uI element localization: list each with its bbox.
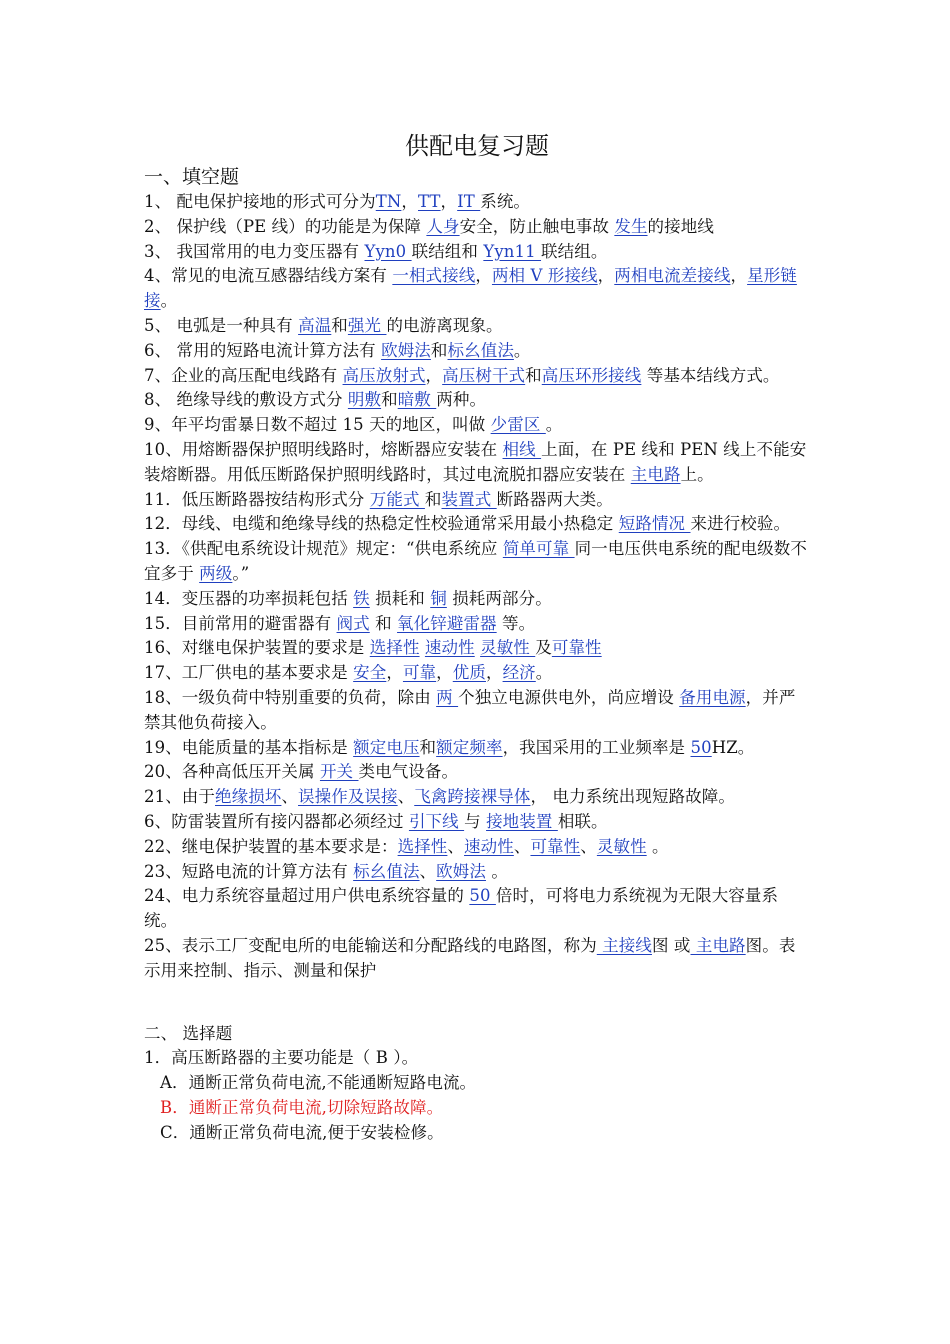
- fill-in-question: [144, 512, 808, 537]
- question-text: 等。: [496, 613, 536, 633]
- fill-in-question: [144, 860, 808, 885]
- question-text: 。”: [232, 563, 250, 583]
- answer-text: 50: [469, 886, 496, 906]
- question-text: 、: [580, 836, 597, 856]
- question-text: 11．低压断路器按结构形式分: [144, 489, 370, 509]
- answer-text: 灵敏性: [596, 836, 647, 856]
- answer-text: 备用电源: [679, 687, 746, 707]
- question-text: 类电气设备。: [358, 762, 459, 782]
- question-text: ，: [485, 663, 503, 683]
- fill-in-question: [144, 240, 808, 265]
- question-text: 和: [369, 613, 398, 633]
- answer-text: 人身: [426, 216, 460, 236]
- answer-text: 暗敷: [397, 390, 437, 410]
- question-text: 同一电压供电系统的配电级数不宜多于: [144, 539, 807, 583]
- answer-text: 经济: [502, 663, 536, 683]
- question-text: 等基本结线方式。: [641, 365, 780, 385]
- question-text: 19、电能质量的基本指标是: [144, 737, 354, 757]
- question-text: 、: [447, 836, 465, 856]
- answer-text: 选择性: [369, 638, 420, 658]
- answer-text: 铁: [353, 588, 370, 608]
- answer-text: 飞禽跨接裸导体: [414, 787, 531, 807]
- question-text: ，: [386, 663, 403, 683]
- question-text: 断路器两大类。: [496, 489, 613, 509]
- question-text: 17、工厂供电的基本要求是: [144, 663, 354, 683]
- answer-text: 可靠性: [530, 836, 581, 856]
- answer-text: 一相式接线: [392, 266, 476, 286]
- question-text: ，并严禁其他负荷接入。: [144, 687, 796, 732]
- question-text: 图 或: [651, 935, 691, 955]
- question-text: 损耗两部分。: [446, 588, 552, 608]
- fill-in-question: [144, 364, 808, 389]
- fill-in-question: [144, 314, 808, 339]
- question-text: 和: [381, 390, 398, 410]
- question-text: 20、各种高低压开关属: [144, 762, 320, 782]
- fill-in-question: [144, 686, 808, 736]
- question-text: 18、一级负荷中特别重要的负荷，除由: [144, 687, 437, 707]
- fill-in-question: [144, 488, 808, 513]
- fill-in-question: [144, 587, 808, 612]
- question-text: 6、 常用的短路电流计算方法有: [144, 340, 382, 360]
- answer-text: 引下线: [408, 811, 465, 831]
- answer-text: 可靠: [402, 663, 437, 683]
- question-text: 14．变压器的功率损耗包括: [144, 588, 354, 608]
- question-text: 安全，防止触电事故: [459, 216, 615, 236]
- fill-in-question-list: [144, 190, 808, 984]
- question-text: 、: [513, 836, 531, 856]
- answer-text: 可靠性: [551, 638, 602, 658]
- question-text: ， 电力系统出现短路故障。: [530, 787, 735, 807]
- choice-option: C．通断正常负荷电流,便于安装检修。: [160, 1122, 444, 1142]
- answer-text: IT: [457, 192, 481, 211]
- answer-text: 开关: [319, 762, 359, 782]
- answer-text: 标幺值法: [447, 340, 514, 360]
- question-text: 8、 绝缘导线的敷设方式分: [144, 390, 348, 410]
- question-text: 。: [160, 291, 178, 311]
- fill-in-question: [144, 636, 808, 661]
- question-text: 22、继电保护装置的基本要求是：: [144, 836, 398, 856]
- question-text: ，: [475, 266, 492, 286]
- question-text: HZ。: [711, 737, 755, 757]
- question-text: 、: [419, 861, 437, 881]
- fill-in-question: [144, 537, 808, 587]
- answer-text: 阀式: [336, 613, 370, 633]
- question-text: 联结组。: [541, 241, 608, 261]
- answer-text: 铜: [430, 588, 447, 608]
- question-text: 。: [485, 861, 508, 881]
- fill-in-question: [144, 661, 808, 686]
- question-text: ，我国采用的工业频率是: [502, 737, 691, 757]
- question-text: 和: [424, 489, 442, 509]
- question-text: 损耗和: [369, 588, 431, 608]
- answer-text: 短路情况: [618, 514, 691, 534]
- answer-text: Yyn11: [483, 241, 542, 261]
- choice-option-list: [144, 1071, 808, 1145]
- answer-text: 安全: [353, 663, 387, 683]
- question-text: 与: [464, 811, 487, 831]
- fill-in-question: [144, 339, 808, 364]
- fill-in-question: [144, 884, 808, 934]
- question-text: 21、由于: [144, 787, 215, 807]
- question-text: 2、 保护线（PE 线）的功能是为保障: [144, 216, 427, 236]
- fill-in-question: [144, 736, 808, 761]
- question-text: 系统。: [480, 192, 531, 211]
- question-text: 。: [545, 415, 563, 435]
- answer-text: 相线: [502, 439, 542, 459]
- question-text: 7、企业的高压配电线路有: [144, 365, 343, 385]
- question-text: 10、用熔断器保护照明线路时，熔断器应安装在: [144, 439, 503, 459]
- answer-text: 主电路: [690, 935, 746, 955]
- question-text: 的电游离现象。: [386, 315, 503, 335]
- answer-text: 50: [690, 737, 712, 757]
- question-text: ，: [440, 192, 458, 211]
- fill-in-question: [144, 388, 808, 413]
- fill-in-question: [144, 835, 808, 860]
- question-text: 上。: [680, 464, 714, 484]
- answer-text: TT: [418, 192, 441, 211]
- question-text: 和: [419, 737, 437, 757]
- question-text: ，: [730, 266, 748, 286]
- choice-question: 1．高压断路器的主要功能是（ B ）。: [144, 1048, 419, 1068]
- answer-text: 欧姆法: [436, 861, 486, 881]
- question-text: ，: [597, 266, 615, 286]
- fill-in-question: [144, 760, 808, 785]
- question-text: 15．目前常用的避雷器有: [144, 613, 337, 633]
- answer-text: 高压放射式: [342, 365, 426, 385]
- question-text: 和: [331, 315, 348, 335]
- question-text: 倍时，可将电力系统视为无限大容量系统。: [144, 886, 779, 931]
- answer-text: 接地装置: [486, 811, 558, 831]
- question-text: 。: [646, 836, 669, 856]
- answer-text: 万能式: [369, 489, 425, 509]
- answer-text: 少雷区: [490, 415, 546, 435]
- answer-text: 装置式: [441, 489, 497, 509]
- answer-text: 误操作及误接: [298, 787, 398, 807]
- answer-text: 氧化锌避雷器: [397, 613, 497, 633]
- answer-text: 灵敏性: [480, 638, 536, 658]
- question-text: 6、防雷装置所有接闪器都必须经过: [144, 811, 409, 831]
- question-text: 及: [535, 638, 552, 658]
- question-text: ，: [425, 365, 443, 385]
- fill-in-question: [144, 810, 808, 835]
- question-text: 图。表示用来控制、指示、测量和保护: [144, 935, 796, 980]
- question-text: 和: [525, 365, 542, 385]
- answer-text: Yyn0: [364, 241, 412, 261]
- answer-text: 两级: [199, 563, 233, 583]
- question-text: 5、 电弧是一种具有: [144, 315, 299, 335]
- question-text: 4、常见的电流互感器结线方案有: [144, 266, 393, 286]
- question-text: 3、 我国常用的电力变压器有: [144, 241, 365, 261]
- question-text: 25、表示工厂变配电所的电能输送和分配路线的电路图，称为: [144, 935, 597, 955]
- fill-in-question: [144, 264, 808, 314]
- answer-text: 简单可靠: [502, 539, 575, 559]
- question-text: 相联。: [557, 811, 608, 831]
- answer-text: 主接线: [596, 935, 652, 955]
- answer-text: 星形链接: [144, 266, 797, 311]
- fill-in-question: [144, 612, 808, 637]
- answer-text: 主电路: [630, 464, 681, 484]
- question-text: 和: [430, 340, 448, 360]
- fill-in-question: [144, 215, 808, 240]
- fill-in-question: [144, 413, 808, 438]
- question-text: 12．母线、电缆和绝缘导线的热稳定性校验通常采用最小热稳定: [144, 514, 619, 534]
- document-title: 供配电复习题: [405, 132, 549, 160]
- fill-in-question: [144, 190, 808, 215]
- answer-text: 选择性: [397, 836, 448, 856]
- question-text: 、: [397, 787, 415, 807]
- fill-in-question: [144, 438, 808, 488]
- question-text: 的接地线: [647, 216, 714, 236]
- question-text: 。: [513, 340, 531, 360]
- answer-text: 欧姆法: [381, 340, 431, 360]
- question-text: 24、电力系统容量超过用户供电系统容量的: [144, 886, 470, 906]
- question-text: 23、短路电流的计算方法有: [144, 861, 354, 881]
- answer-text: 优质: [452, 663, 486, 683]
- fill-in-question: [144, 934, 808, 984]
- question-text: ，: [401, 192, 419, 211]
- answer-text: 强光: [347, 315, 387, 335]
- question-text: 1、 配电保护接地的形式可分为: [144, 192, 376, 211]
- answer-text: TN: [375, 192, 402, 211]
- question-text: 上面，在 PE 线和 PEN 线上不能安装熔断器。用低压断路保护照明线路时，其过电流脱扣器应安装在: [144, 439, 807, 484]
- answer-text: 发生: [614, 216, 648, 236]
- section-heading-choice: 二、 选择题: [144, 1023, 233, 1043]
- question-text: 联结组和: [411, 241, 484, 261]
- choice-option: A．通断正常负荷电流,不能通断短路电流。: [160, 1073, 477, 1093]
- answer-text: 高压树干式: [442, 365, 526, 385]
- answer-text: 高温: [298, 315, 332, 335]
- answer-text: 速动性: [464, 836, 514, 856]
- answer-text: 明敷: [347, 390, 382, 410]
- answer-text: 两: [436, 687, 459, 707]
- question-text: 13．《供配电系统设计规范》规定：“供电系统应: [144, 539, 503, 559]
- answer-text: 标幺值法: [353, 861, 420, 881]
- question-text: 9、年平均雷暴日数不超过 15 天的地区，叫做: [144, 415, 491, 435]
- answer-text: 额定频率: [436, 737, 503, 757]
- section-gap: [144, 984, 808, 1022]
- question-text: ，: [436, 663, 453, 683]
- document-page: [144, 128, 808, 1145]
- answer-text: 绝缘损坏: [215, 787, 282, 807]
- section-heading-fill-in: 一、填空题: [144, 166, 240, 188]
- answer-text: 高压环形接线: [541, 365, 642, 385]
- question-text: 、: [281, 787, 299, 807]
- answer-text: 速动性: [424, 638, 475, 658]
- question-text: 16、对继电保护装置的要求是: [144, 638, 370, 658]
- question-text: 两种。: [436, 390, 487, 410]
- answer-text: 两相 V 形接线: [491, 266, 598, 286]
- question-text: 。: [535, 663, 553, 683]
- choice-option-correct: B．通断正常负荷电流,切除短路故障。: [160, 1097, 444, 1117]
- answer-text: 额定电压: [353, 737, 420, 757]
- question-text: 个独立电源供电外，尚应增设: [458, 687, 680, 707]
- question-text: 来进行校验。: [690, 514, 791, 534]
- fill-in-question: [144, 785, 808, 810]
- answer-text: 两相电流差接线: [614, 266, 731, 286]
